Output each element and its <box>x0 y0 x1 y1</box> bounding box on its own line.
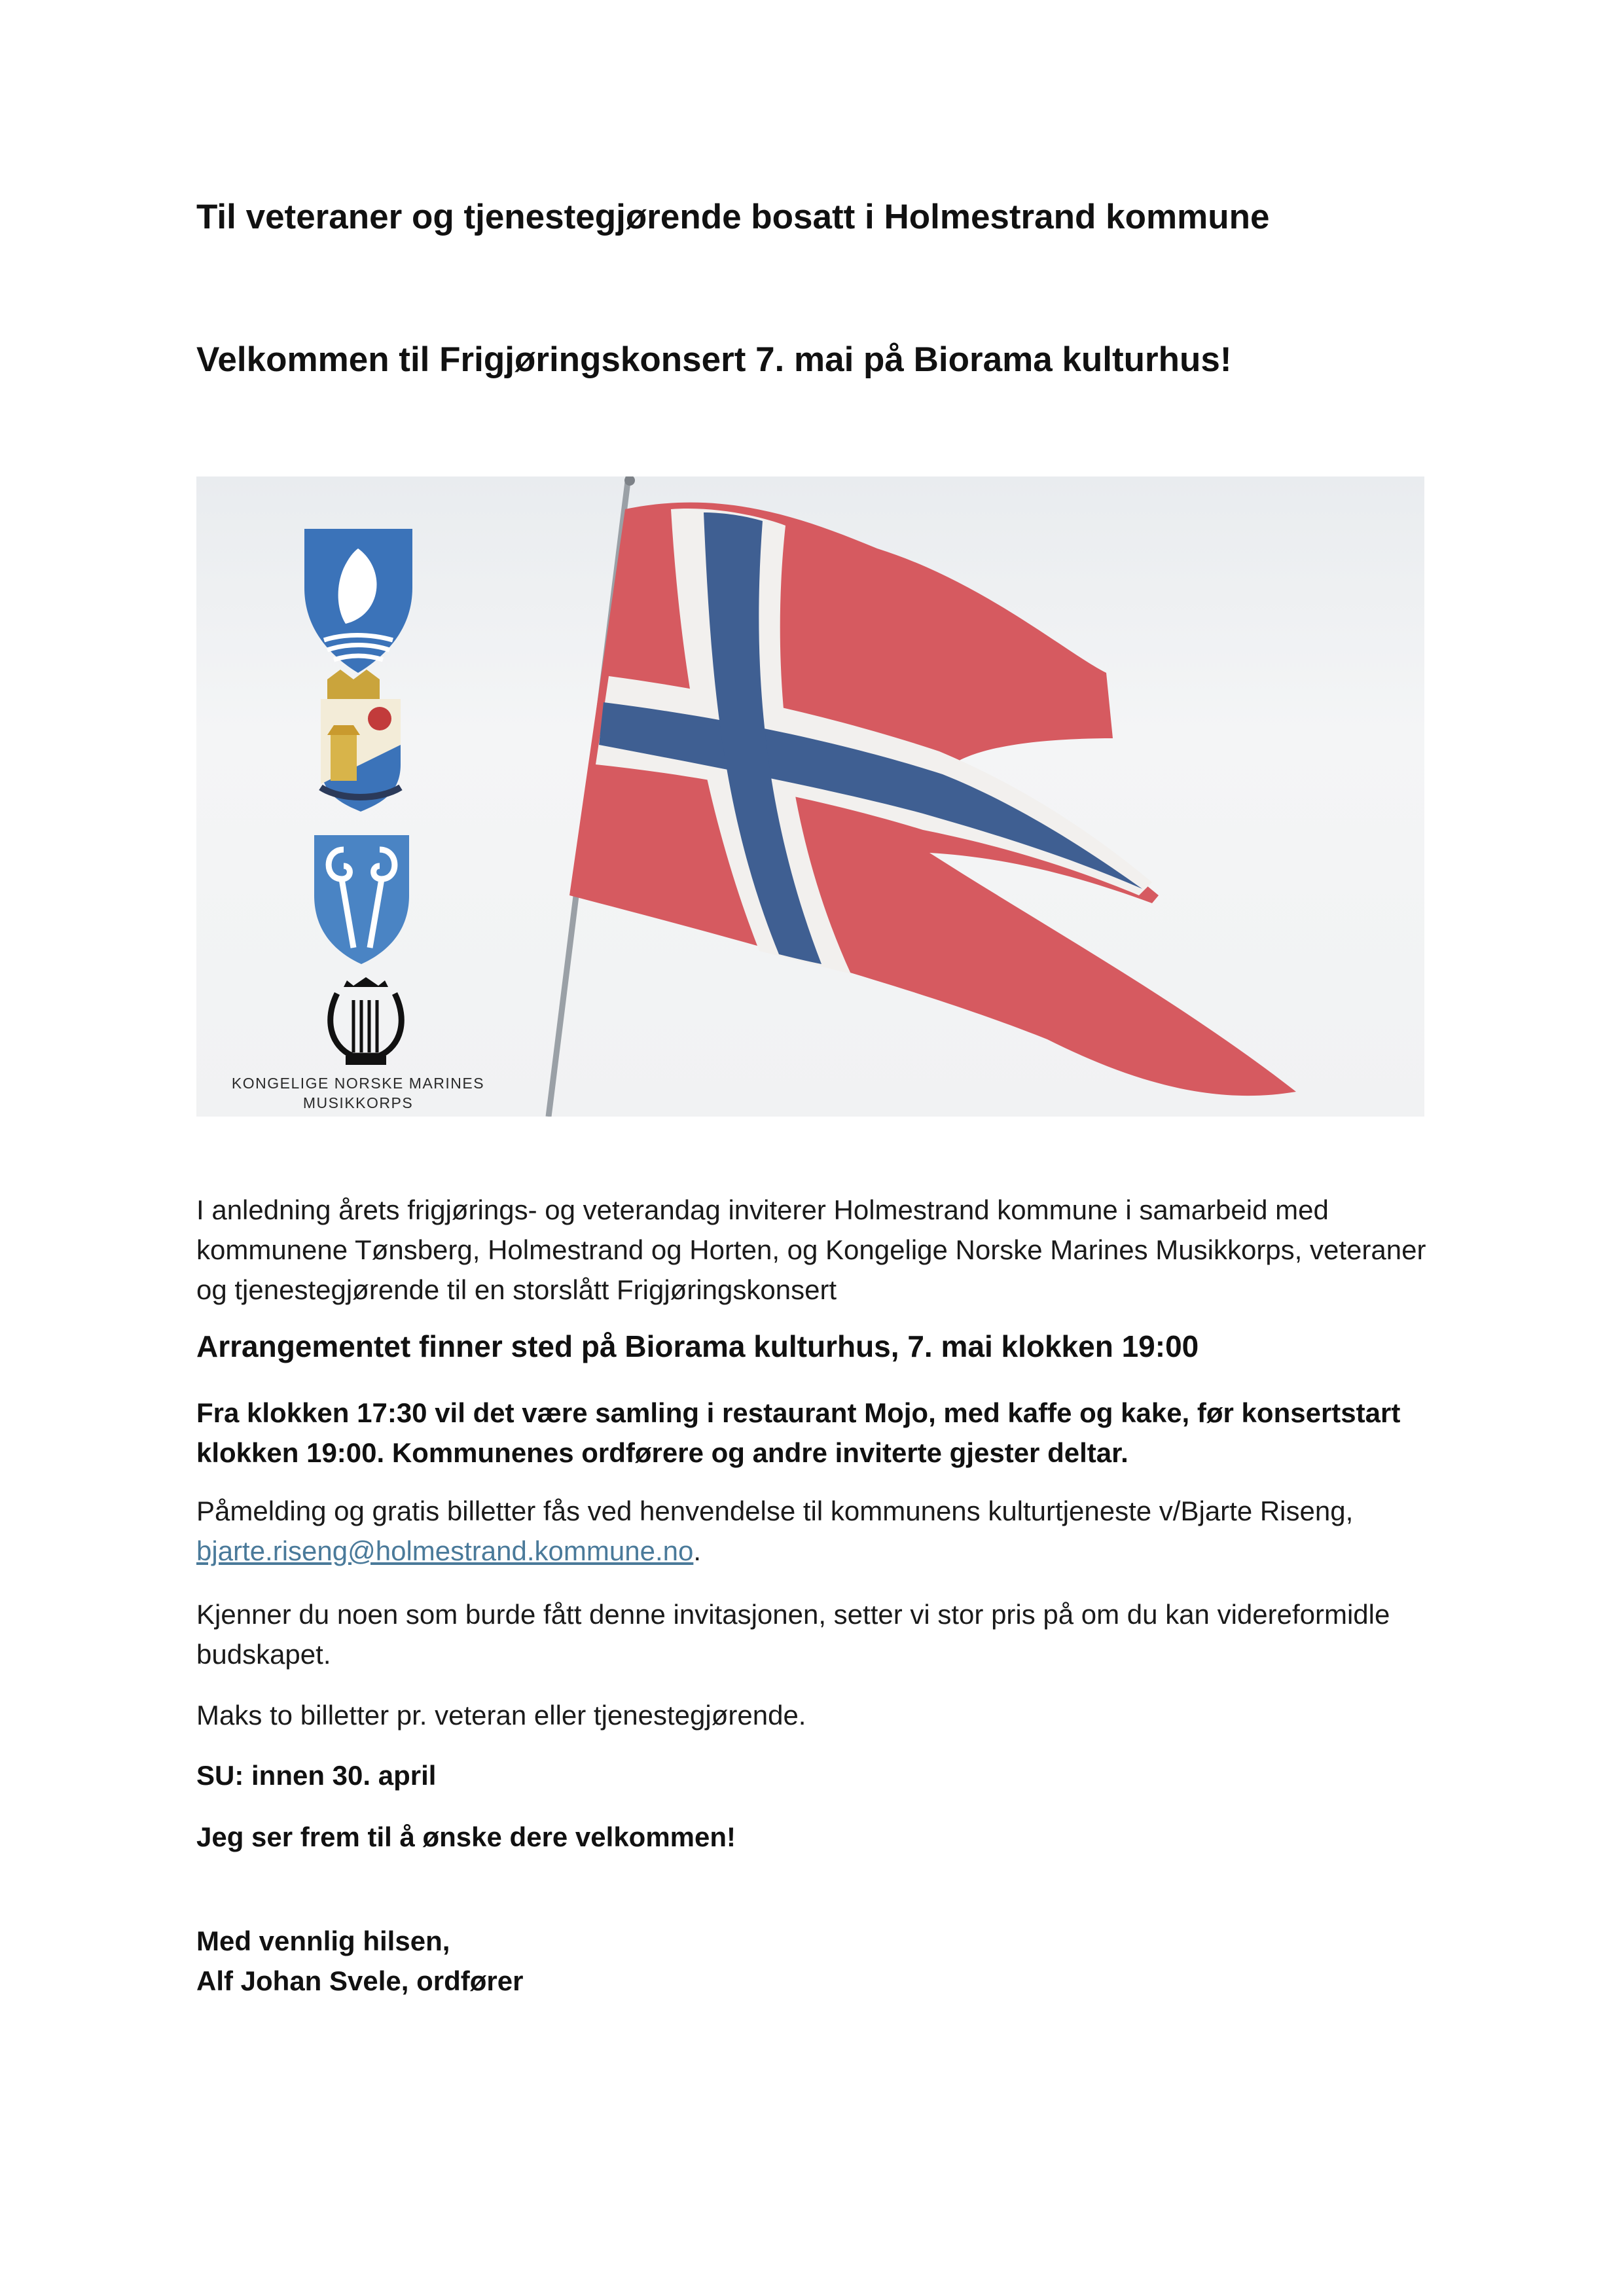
crest-caption-line1: KONGELIGE NORSKE MARINES <box>231 1075 485 1092</box>
signature-greeting: Med vennlig hilsen, <box>196 1926 450 1956</box>
page-subtitle: Velkommen til Frigjøringskonsert 7. mai på Biorama kulturhus! <box>196 340 1232 379</box>
lyre-icon <box>331 977 402 1065</box>
signature-name: Alf Johan Svele, ordfører <box>196 1965 524 1996</box>
holmestrand-crest-icon <box>304 529 412 673</box>
gathering-paragraph: Fra klokken 17:30 vil det være samling i restaurant Mojo, med kaffe og kake, før konsertstart klokken 19:00. Kommunenes ordførere og andre inviterte gjester deltar. <box>196 1397 1401 1468</box>
registration-text: Påmelding og gratis billetter fås ved henvendelse til kommunens kulturtjeneste v/Bjarte Riseng, <box>196 1496 1354 1526</box>
page-title: Til veteraner og tjenestegjørende bosatt i Holmestrand kommune <box>196 198 1270 236</box>
rsvp-line: SU: innen 30. april <box>196 1760 437 1791</box>
flag-illustration <box>196 476 1424 1117</box>
registration-period: . <box>693 1535 702 1566</box>
registration-paragraph <box>196 1491 1440 1571</box>
tonsberg-crest-icon <box>314 835 409 964</box>
limit-paragraph: Maks to billetter pr. veteran eller tjenestegjørende. <box>196 1700 806 1731</box>
event-line: Arrangementet finner sted på Biorama kulturhus, 7. mai klokken 19:00 <box>196 1329 1199 1363</box>
welcome-line: Jeg ser frem til å ønske dere velkommen! <box>196 1821 736 1852</box>
share-paragraph: Kjenner du noen som burde fått denne invitasjonen, setter vi stor pris på om du kan videreformidle budskapet. <box>196 1599 1390 1670</box>
email-link[interactable]: bjarte.riseng@holmestrand.kommune.no <box>196 1535 694 1566</box>
crest-caption-line2: MUSIKKORPS <box>302 1094 414 1111</box>
horten-crest-icon <box>321 670 401 812</box>
banner-image <box>196 476 1424 1117</box>
intro-paragraph: I anledning årets frigjørings- og veterandag inviterer Holmestrand kommune i samarbeid med kommunene Tønsberg, Holmestrand og Horten, og Kongelige Norske Marines Musikkorps, veteraner og tjenestegjørende til en storslått Frigjøringskonsert <box>196 1194 1426 1305</box>
signature-block <box>196 1921 1440 2001</box>
